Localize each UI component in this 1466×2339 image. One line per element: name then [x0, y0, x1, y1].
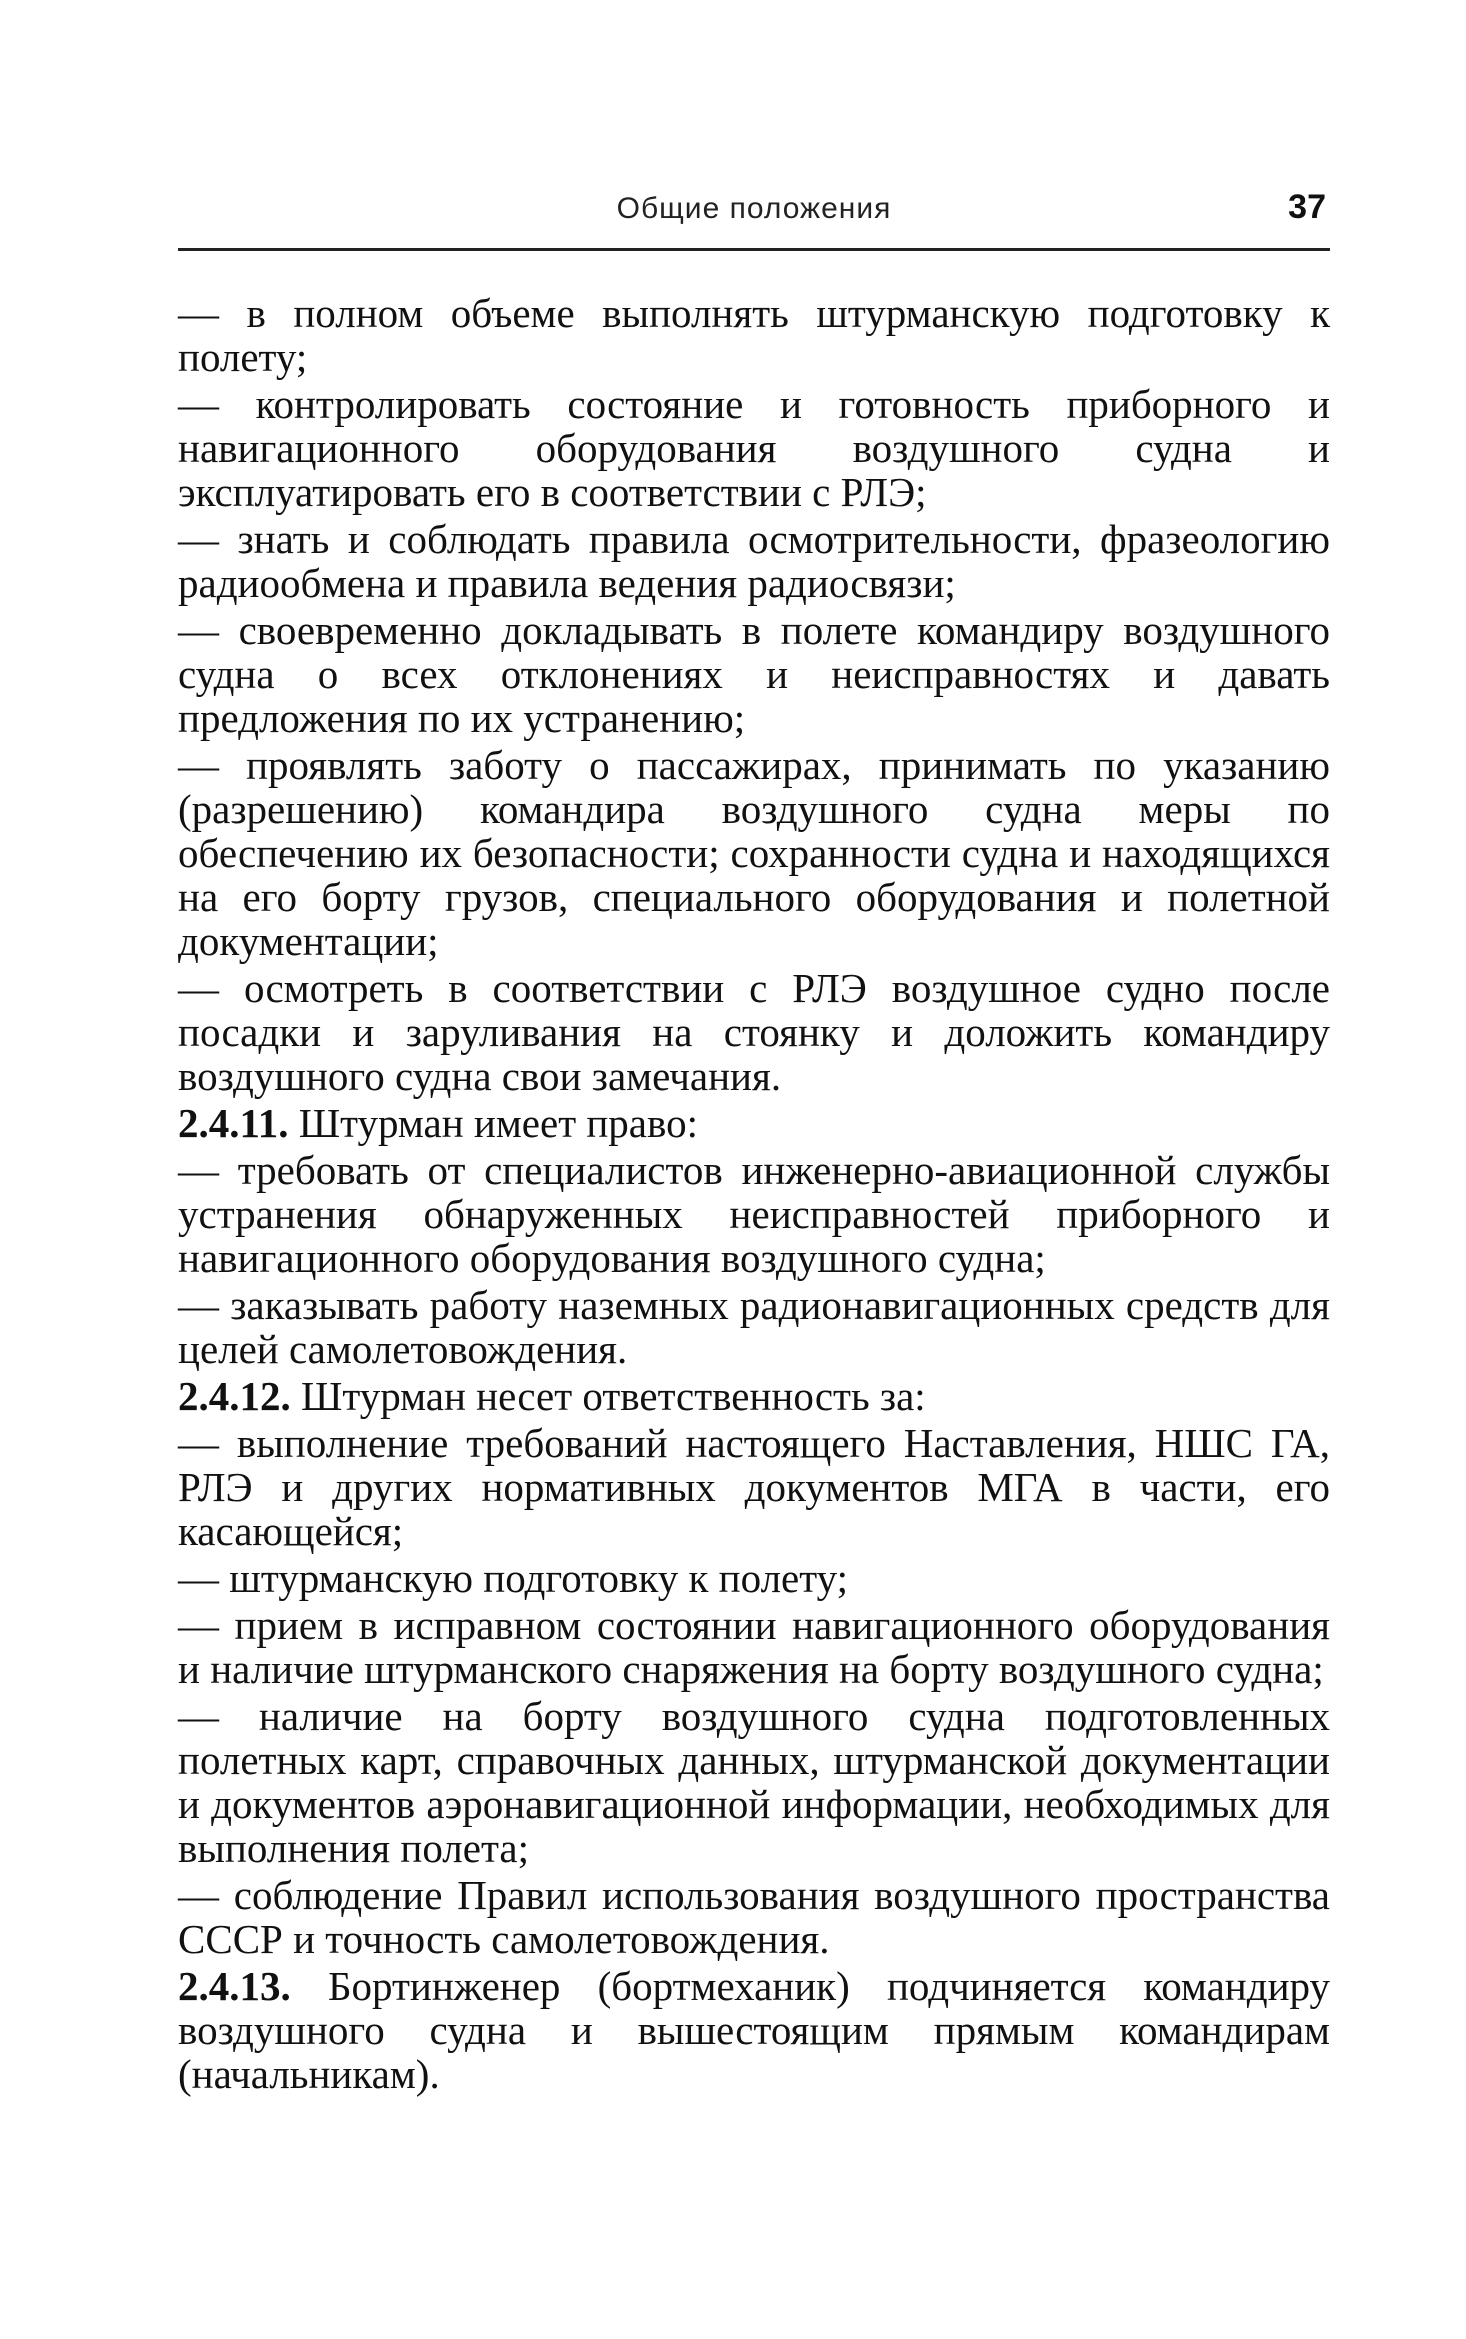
paragraph: — в полном объеме выполнять штурманскую подготовку к полету;: [178, 290, 1330, 380]
section-paragraph: 2.4.11. Штурман имеет право:: [178, 1100, 698, 1146]
paragraph: — соблюдение Правил использования воздушного пространства СССР и точность самолетовождения.: [178, 1872, 1330, 1962]
page-number: 37: [1288, 188, 1326, 226]
paragraph: — выполнение требований настоящего Наставления, НШС ГА, РЛЭ и других нормативных документов МГА в части, его касающейся;: [178, 1420, 1330, 1554]
paragraph: — заказывать работу наземных радионавигационных средств для целей самолетовождения.: [178, 1282, 1330, 1372]
section-number: 2.4.13.: [178, 1963, 291, 2009]
section-number: 2.4.12.: [178, 1373, 291, 1419]
section-number: 2.4.11.: [178, 1100, 289, 1146]
paragraph: — наличие на борту воздушного судна подготовленных полетных карт, справочных данных, штурманской документации и документов аэронавигационной информации, необходимых для выполнения полета;: [178, 1693, 1330, 1871]
section-paragraph: 2.4.13. Бортинженер (бортмеханик) подчиняется командиру воздушного судна и вышестоящим прямым командирам (начальникам).: [178, 1963, 1330, 2097]
paragraph: — своевременно докладывать в полете командиру воздушного судна о всех отклонениях и неисправностях и давать предложения по их устранению;: [178, 607, 1330, 741]
paragraph: — штурманскую подготовку к полету;: [178, 1555, 848, 1601]
section-paragraph: 2.4.12. Штурман несет ответственность за:: [178, 1373, 926, 1419]
page-header: [178, 186, 1330, 251]
document-page: [178, 186, 1330, 2096]
paragraph: — знать и соблюдать правила осмотрительности, фразеологию радиообмена и правила ведения радиосвязи;: [178, 516, 1330, 606]
paragraph: — проявлять заботу о пассажирах, принимать по указанию (разрешению) командира воздушного судна меры по обеспечению их безопасности; сохранности судна и находящихся на его борту грузов, специального оборудования и полетной документации;: [178, 742, 1330, 964]
paragraph: — требовать от специалистов инженерно-авиационной службы устранения обнаруженных неисправностей приборного и навигационного оборудования воздушного судна;: [178, 1147, 1330, 1281]
paragraph: — осмотреть в соответствии с РЛЭ воздушное судно после посадки и заруливания на стоянку и доложить командиру воздушного судна свои замечания.: [178, 965, 1330, 1099]
paragraph: — прием в исправном состоянии навигационного оборудования и наличие штурманского снаряжения на борту воздушного судна;: [178, 1602, 1330, 1692]
running-title: Общие положения: [616, 192, 892, 225]
paragraph: — контролировать состояние и готовность приборного и навигационного оборудования воздушного судна и эксплуатировать его в соответствии с РЛЭ;: [178, 381, 1330, 515]
page-body: [178, 291, 1330, 2096]
